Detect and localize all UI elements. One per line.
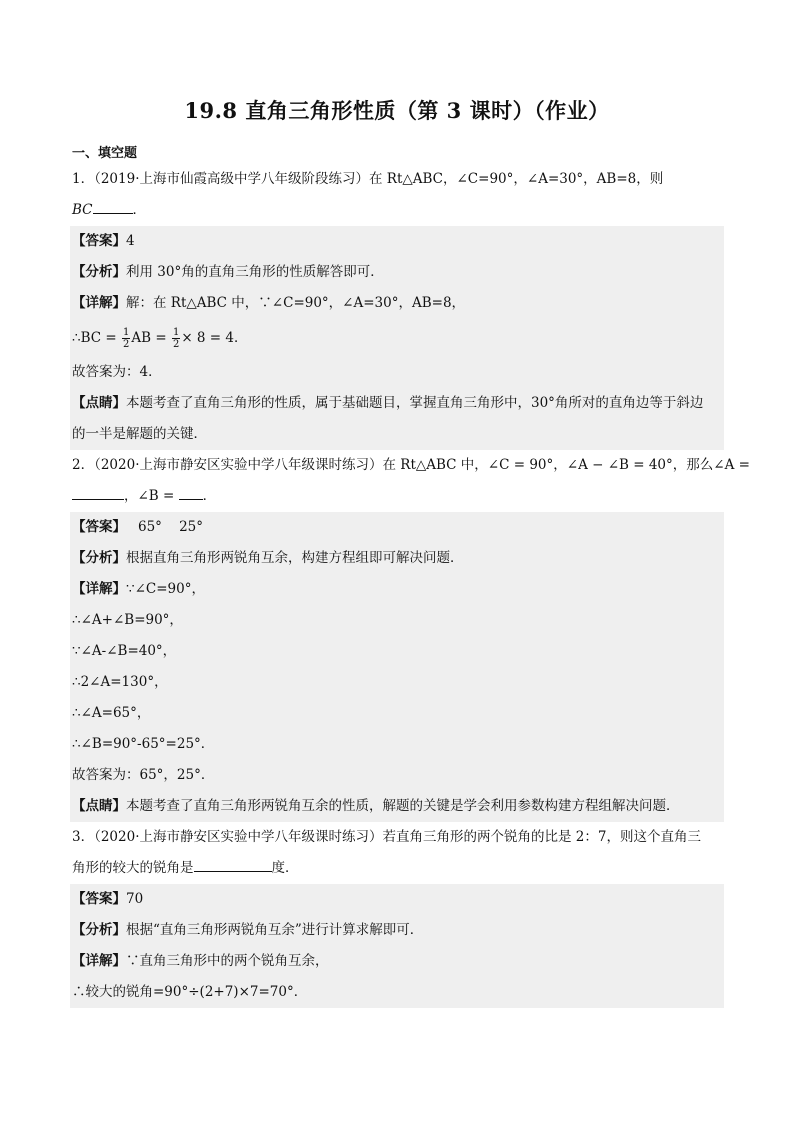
q3-answer-value: 70	[126, 891, 144, 907]
q1-detail-tag: 【详解】	[72, 295, 126, 311]
q3-stem-prefix: 角形的较大的锐角是	[72, 860, 194, 876]
q2-stem-mid: ，∠B =	[124, 488, 175, 504]
q1-answer	[70, 226, 724, 257]
fraction-numerator: 1	[172, 327, 180, 338]
q2-step-4: ∴2∠A=130°，	[70, 667, 724, 698]
q3-analysis-tag: 【分析】	[72, 922, 126, 938]
q1-fraction-one-half	[122, 327, 130, 350]
q2-comment	[70, 791, 724, 822]
q2-step-6: ∴∠B=90°-65°=25°．	[70, 729, 724, 760]
q3-analysis-text: 根据“直角三角形两锐角互余”进行计算求解即可．	[126, 922, 424, 938]
q1-formula-mid: AB =	[131, 330, 167, 346]
q2-answer	[70, 512, 724, 543]
q1-comment-line1	[70, 388, 724, 419]
q2-step-3: ∵∠A-∠B=40°，	[70, 636, 724, 667]
q1-analysis-tag: 【分析】	[72, 264, 126, 280]
q1-stem-line1: 1．（2019·上海市仙霞高级中学八年级阶段练习）在 Rt△ABC，∠C=90°，∠A=30°，AB=8，则	[72, 171, 664, 187]
q2-detail	[70, 574, 724, 605]
q3-detail-tag: 【详解】	[72, 953, 126, 969]
q2-detail-tag: 【详解】	[72, 581, 126, 597]
q3-detail-text: ∵直角三角形中的两个锐角互余，	[126, 953, 329, 969]
q2-blank-a	[72, 485, 124, 500]
q2-answer-tag: 【答案】	[72, 519, 126, 535]
q1-fraction-one-half-2	[172, 327, 180, 350]
q1-answer-blank	[93, 199, 133, 214]
q1-formula-rhs: × 8 = 4	[181, 330, 235, 346]
q2-step-5: ∴∠A=65°，	[70, 698, 724, 729]
q3-answer	[70, 884, 724, 915]
q1-formula	[70, 319, 724, 357]
question-list	[70, 164, 750, 1008]
fraction-denominator: 2	[172, 339, 180, 350]
q2-conclusion: 故答案为：65°，25°．	[70, 760, 724, 791]
q1-formula-lhs: ∴BC =	[72, 330, 117, 346]
q1-analysis	[70, 257, 724, 288]
q1-conclusion: 故答案为：4．	[70, 357, 724, 388]
q2-stem-line1: 2．（2020·上海市静安区实验中学八年级课时练习）在 Rt△ABC 中，∠C = 90°，∠A − ∠B = 40°，那么∠A =	[72, 457, 750, 473]
q1-bc-label: BC	[72, 202, 93, 218]
section-heading: 一、填空题	[72, 146, 138, 161]
q2-analysis-text: 根据直角三角形两锐角互余，构建方程组即可解决问题．	[126, 550, 464, 566]
q1-comment-text: 本题考查了直角三角形的性质，属于基础题目，掌握直角三角形中，30°角所对的直角边等于斜边	[126, 395, 704, 411]
fraction-denominator: 2	[123, 339, 130, 350]
fraction-numerator: 1	[123, 327, 130, 338]
q1-detail-text: 解：在 Rt△ABC 中，∵∠C=90°，∠A=30°，AB=8，	[126, 295, 466, 311]
document-title: 19.8 直角三角形性质（第 3 课时）（作业）	[184, 98, 610, 123]
q3-final: ∴较大的锐角=90°÷(2+7)×7=70°．	[70, 977, 724, 1008]
q1-formula-end: ．	[234, 330, 248, 346]
q1-answer-tag: 【答案】	[72, 233, 126, 249]
q2-step-1: ∵∠C=90°，	[126, 581, 205, 597]
q2-analysis-tag: 【分析】	[72, 550, 126, 566]
q1-answer-value: 4	[126, 233, 135, 249]
q2-comment-tag: 【点睛】	[72, 798, 126, 814]
q2-comment-text: 本题考查了直角三角形两锐角互余的性质，解题的关键是学会利用参数构建方程组解决问题．	[126, 798, 680, 814]
q1-comment-tag: 【点睛】	[72, 395, 126, 411]
q3-detail	[70, 946, 724, 977]
q2-analysis	[70, 543, 724, 574]
q1-comment-line2: 的一半是解题的关键．	[70, 419, 724, 450]
q1-detail	[70, 288, 724, 319]
q1-analysis-text: 利用 30°角的直角三角形的性质解答即可．	[126, 264, 384, 280]
q2-stem-line2	[70, 481, 724, 512]
q1-stem-end: ．	[132, 202, 147, 218]
q3-analysis	[70, 915, 724, 946]
q3-answer-blank	[194, 857, 272, 872]
q2-answer-value: 65° 25°	[138, 519, 204, 535]
q2-blank-b	[179, 485, 203, 500]
q1-stem-line2	[70, 195, 724, 226]
q2-stem-end: ．	[202, 488, 217, 504]
q3-stem-end: 度．	[271, 860, 299, 876]
q2-step-2: ∴∠A+∠B=90°，	[70, 605, 724, 636]
q3-stem-line2	[70, 853, 724, 884]
q3-stem-line1: 3．（2020·上海市静安区实验中学八年级课时练习）若直角三角形的两个锐角的比是 2：7，则这个直角三	[72, 829, 701, 845]
q3-answer-tag: 【答案】	[72, 891, 126, 907]
